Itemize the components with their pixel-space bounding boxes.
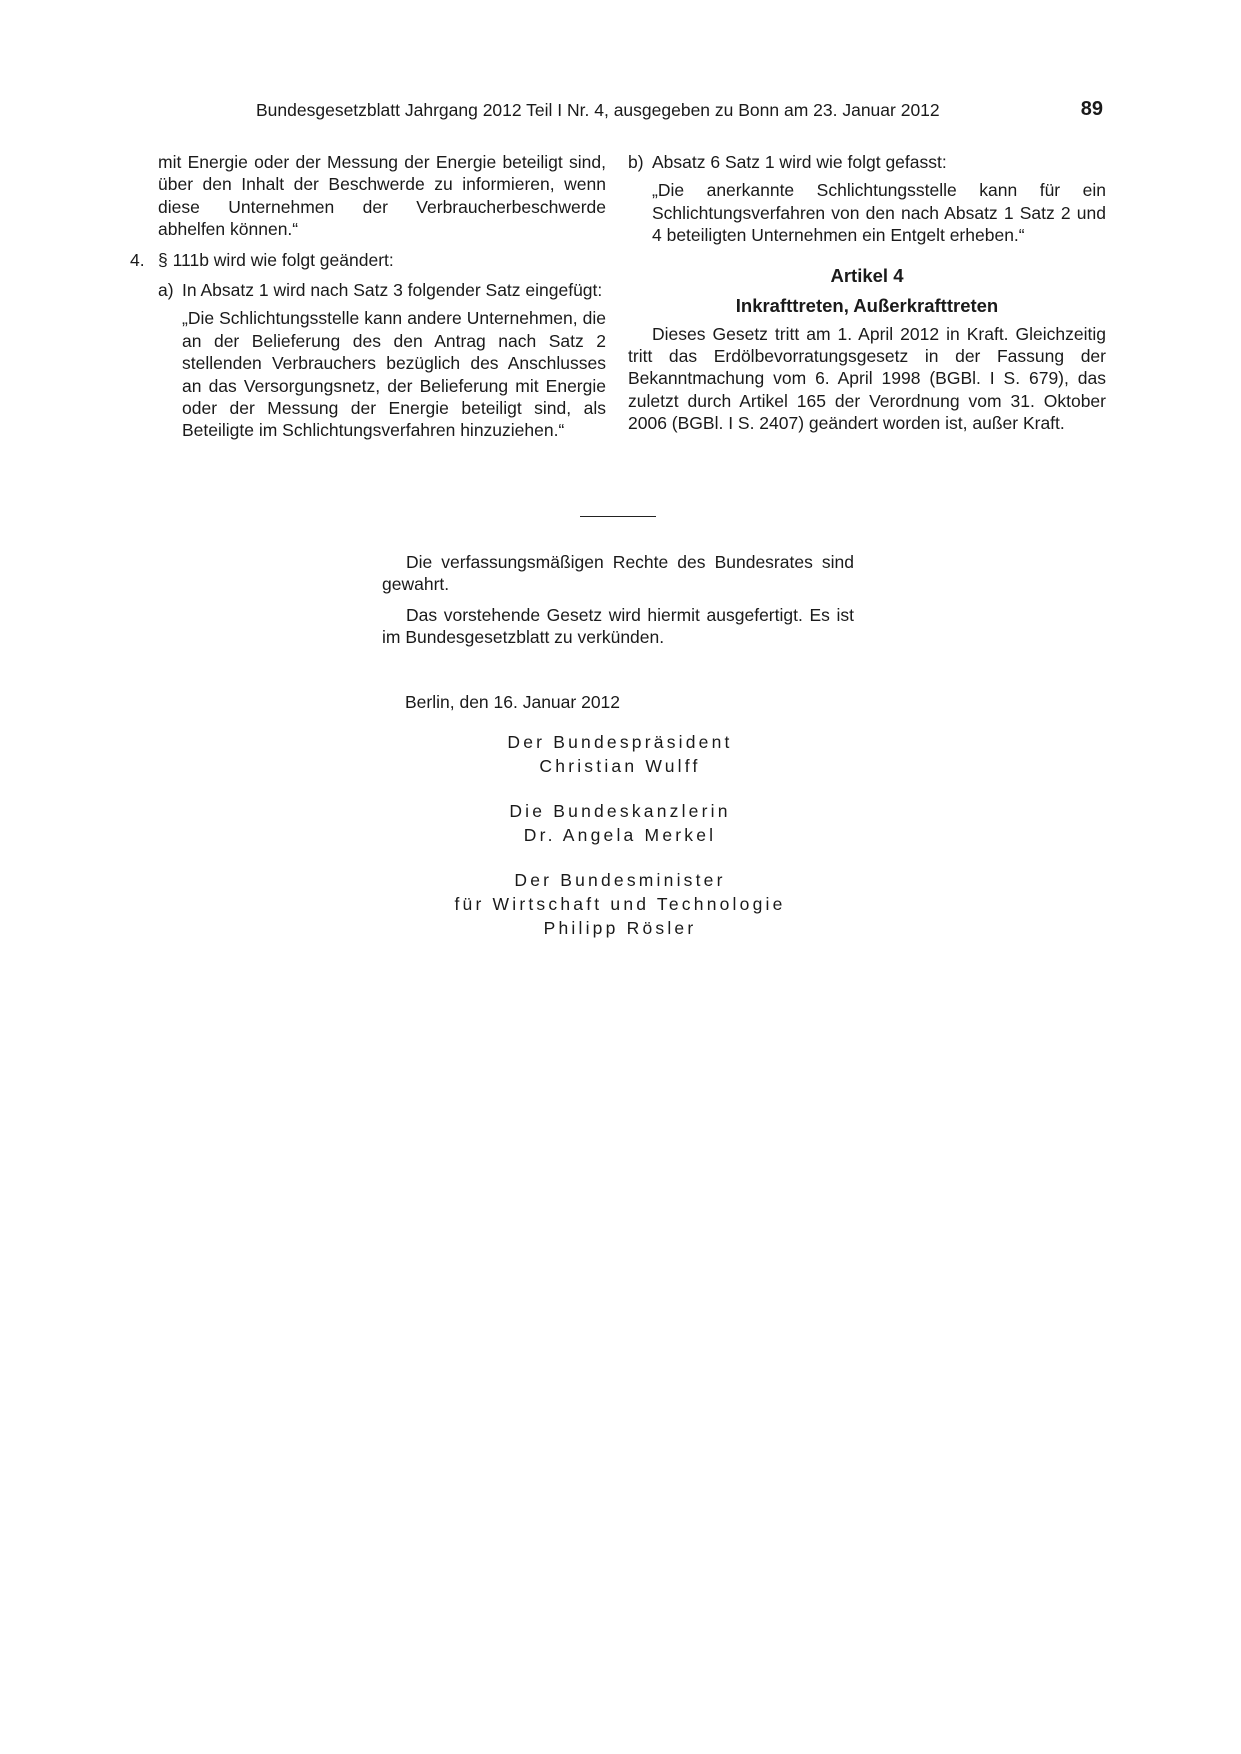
sub-item-text: Absatz 6 Satz 1 wird wie folgt gefasst: xyxy=(652,152,947,172)
list-item-text: § 111b wird wie folgt geändert: xyxy=(158,249,394,270)
article-title: Inkrafttreten, Außerkrafttreten xyxy=(735,294,999,316)
left-column xyxy=(130,151,606,442)
continuation-paragraph: mit Energie oder der Messung der Energie beteiligt sind, über den Inhalt der Beschwerde zu informieren, wenn diese Unternehmen der Verbraucherbeschwerde abhelfen können.“ xyxy=(158,152,606,240)
page-number: 89 xyxy=(1080,98,1103,120)
signature-office: Der Bundespräsident xyxy=(507,732,733,752)
sub-item-b xyxy=(628,151,1106,173)
sub-item-letter: a) xyxy=(158,280,174,301)
right-column xyxy=(628,151,1106,435)
signature-block-minister xyxy=(360,868,880,940)
closing-formula xyxy=(382,551,854,649)
signature-office: Die Bundeskanzlerin xyxy=(509,801,731,821)
running-header: Bundesgesetzblatt Jahrgang 2012 Teil I Nr. 4, ausgegeben zu Bonn am 23. Januar 2012 xyxy=(256,100,940,120)
closing-paragraph-2: Das vorstehende Gesetz wird hiermit ausgefertigt. Es ist im Bundesgesetzblatt zu verkünden. xyxy=(382,604,854,648)
signature-name: Philipp Rösler xyxy=(543,918,697,938)
closing-paragraph-1: Die verfassungsmäßigen Rechte des Bundesrates sind gewahrt. xyxy=(382,552,854,595)
signature-name: Dr. Angela Merkel xyxy=(523,825,717,845)
separator-rule xyxy=(580,516,656,517)
quoted-amendment-b: „Die anerkannte Schlichtungsstelle kann für ein Schlichtungsverfahren von den nach Absatz 1 Satz 2 und 4 beteiligten Unternehmen ein Entgelt erheben.“ xyxy=(652,180,1106,246)
quoted-amendment-a: „Die Schlichtungsstelle kann andere Unternehmen, die an der Belieferung des den Antrag nach Satz 2 stellenden Verbrauchers bezüglich des Anschlusses an das Versorgungsnetz, der Belieferung mit Energie oder der Messung der Energie beteiligt sind, als Beteiligte im Schlichtungsverfahren hinzuziehen.“ xyxy=(182,308,606,441)
article-number: Artikel 4 xyxy=(830,264,904,286)
signature-office-line-2: für Wirtschaft und Technologie xyxy=(454,894,786,914)
list-item-number: 4. xyxy=(130,249,145,270)
signature-block-chancellor xyxy=(360,799,880,847)
sub-item-letter: b) xyxy=(628,152,644,172)
sub-item-a xyxy=(130,279,606,301)
sub-item-text: In Absatz 1 wird nach Satz 3 folgender Satz eingefügt: xyxy=(182,280,603,301)
signature-name: Christian Wulff xyxy=(539,756,701,776)
article-body: Dieses Gesetz tritt am 1. April 2012 in Kraft. Gleichzeitig tritt das Erdölbevorratungsgesetz in der Fassung der Bekanntmachung vom 6. April 1998 (BGBl. I S. 679), das zuletzt durch Artikel 165 der Verordnung vom 31. Oktober 2006 (BGBl. I S. 2407) geändert worden ist, außer Kraft. xyxy=(628,323,1106,434)
place-and-date: Berlin, den 16. Januar 2012 xyxy=(405,692,621,712)
signature-office: Der Bundesminister xyxy=(514,870,726,890)
list-item-4 xyxy=(130,249,606,271)
signature-block-president xyxy=(360,730,880,778)
